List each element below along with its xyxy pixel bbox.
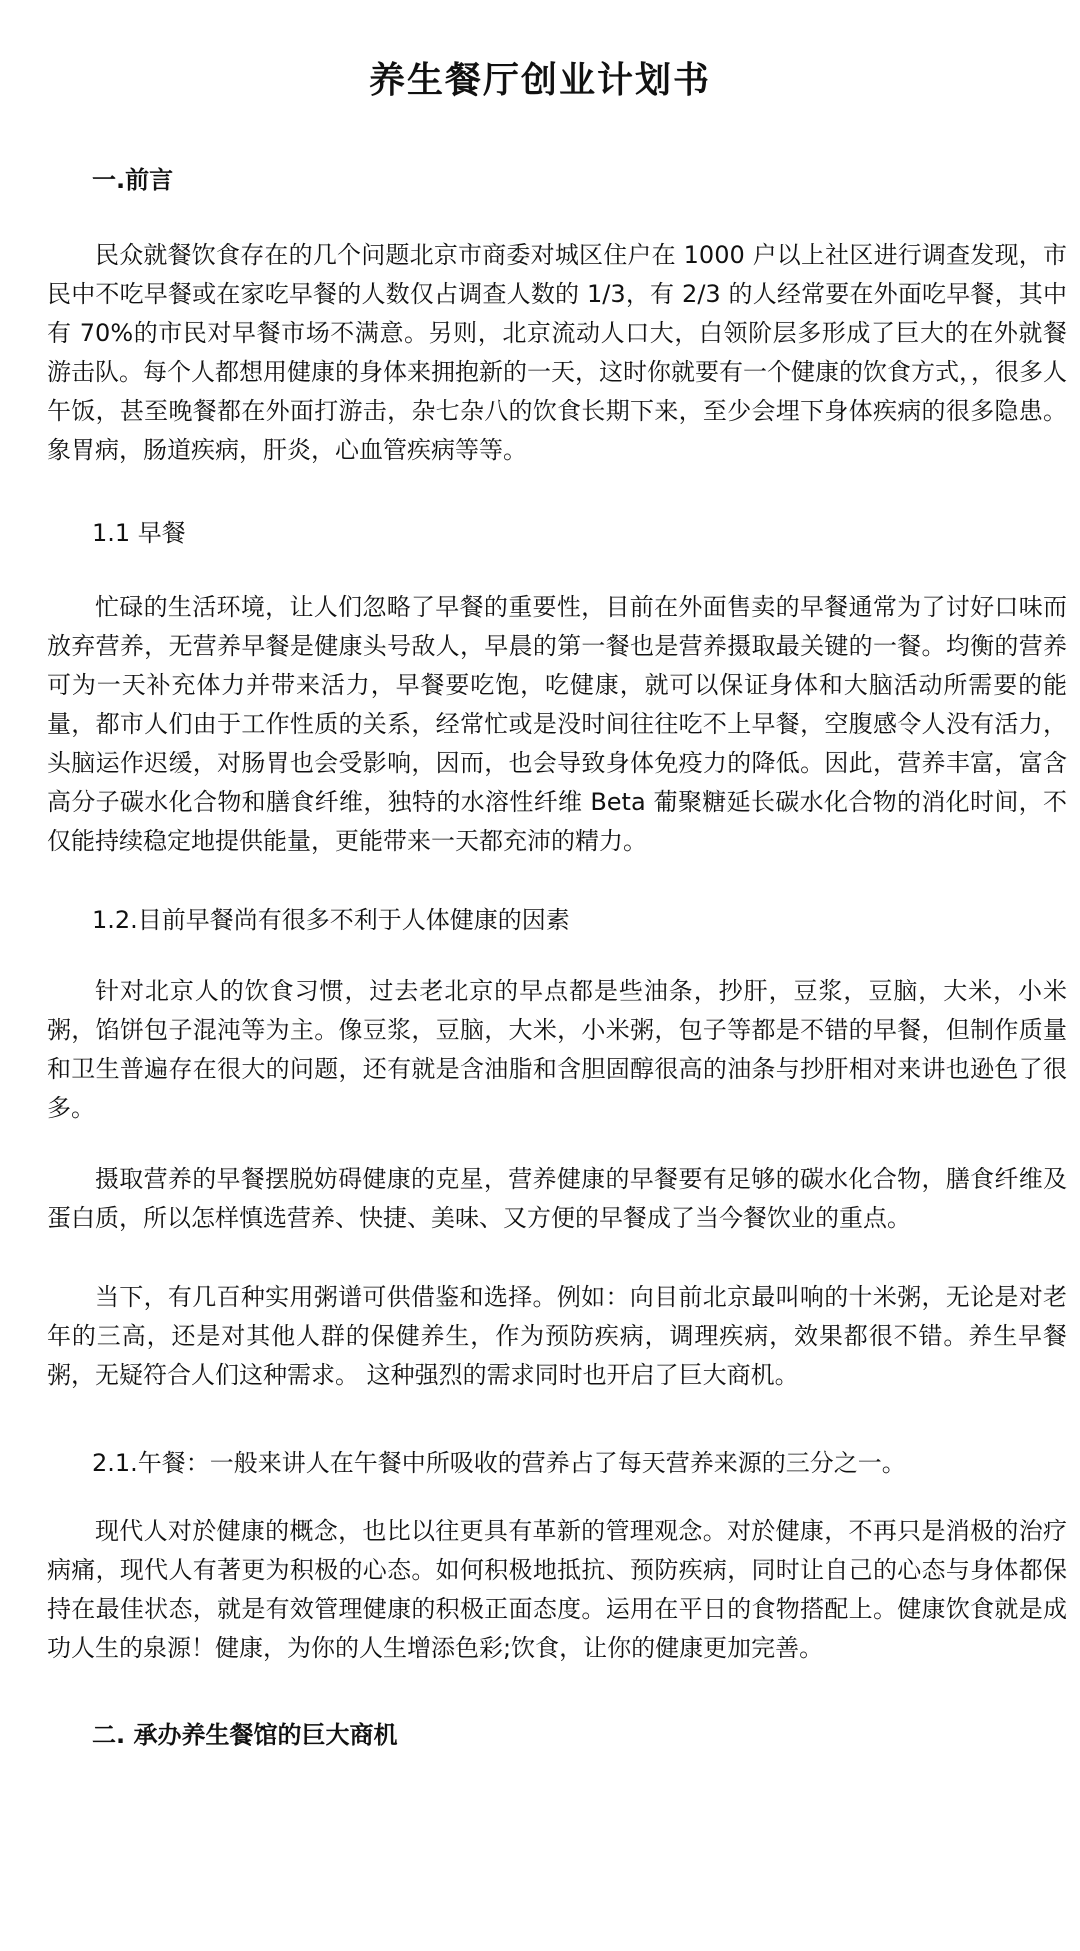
paragraph-health-concept: 现代人对於健康的概念，也比以往更具有革新的管理观念。对於健康，不再只是消极的治疗病痛，现代人有著更为积极的心态。如何积极地抵抗、预防疾病，同时让自己的心态与身体都保持在最佳状态，就是有效管理健康的积极正面态度。运用在平日的食物搭配上。健康饮食就是成功人生的泉源！健康，为你的人生增添色彩;饮食，让你的健康更加完善。 [47,1517,1067,1662]
section-heading-opportunity: 二. 承办养生餐馆的巨大商机 [92,1721,398,1749]
paragraph-breakfast-importance: 忙碌的生活环境，让人们忽略了早餐的重要性，目前在外面售卖的早餐通常为了讨好口味而放弃营养，无营养早餐是健康头号敌人，早晨的第一餐也是营养摄取最关键的一餐。均衡的营养可为一天补充体力并带来活力，早餐要吃饱，吃健康，就可以保证身体和大脑活动所需要的能量，都市人们由于工作性质的关系，经常忙或是没时间往往吃不上早餐，空腹感令人没有活力，头脑运作迟缓，对肠胃也会受影响，因而，也会导致身体免疫力的降低。因此，营养丰富，富含高分子碳水化合物和膳食纤维，独特的水溶性纤维 Beta 葡聚糖延长碳水化合物的消化时间，不仅能持续稳定地提供能量，更能带来一天都充沛的精力。 [47,593,1067,855]
paragraph-porridge: 当下，有几百种实用粥谱可供借鉴和选择。例如：向目前北京最叫响的十米粥，无论是对老年的三高，还是对其他人群的保健养生，作为预防疾病，调理疾病，效果都很不错。养生早餐粥，无疑符合人们这种需求。 这种强烈的需求同时也开启了巨大商机。 [47,1283,1067,1389]
subheading-breakfast: 1.1 早餐 [92,519,186,547]
section-heading-preface: 一.前言 [92,166,174,194]
subheading-lunch: 2.1.午餐：一般来讲人在午餐中所吸收的营养占了每天营养来源的三分之一。 [92,1449,906,1477]
document-title: 养生餐厅创业计划书 [368,60,711,101]
paragraph-beijing-habits: 针对北京人的饮食习惯，过去老北京的早点都是些油条，抄肝，豆浆，豆脑，大米，小米粥，馅饼包子混沌等为主。像豆浆，豆脑，大米，小米粥，包子等都是不错的早餐，但制作质量和卫生普遍存在很大的问题，还有就是含油脂和含胆固醇很高的油条与抄肝相对来讲也逊色了很多。 [47,977,1067,1122]
paragraph-nutrition: 摄取营养的早餐摆脱妨碍健康的克星，营养健康的早餐要有足够的碳水化合物，膳食纤维及蛋白质，所以怎样慎选营养、快捷、美味、又方便的早餐成了当今餐饮业的重点。 [47,1165,1067,1232]
subheading-breakfast-problems: 1.2.目前早餐尚有很多不利于人体健康的因素 [92,906,570,934]
paragraph-survey: 民众就餐饮食存在的几个问题北京市商委对城区住户在 1000 户以上社区进行调查发现，市民中不吃早餐或在家吃早餐的人数仅占调查人数的 1/3，有 2/3 的人经常要在外面吃早餐，其中有 70%的市民对早餐市场不满意。另则，北京流动人口大，白领阶层多形成了巨大的在外就餐游击队。每个人都想用健康的身体来拥抱新的一天，这时你就要有一个健康的饮食方式，，很多人午饭，甚至晚餐都在外面打游击，杂七杂八的饮食长期下来，至少会埋下身体疾病的很多隐患。象胃病，肠道疾病，肝炎，心血管疾病等等。 [47,241,1067,464]
